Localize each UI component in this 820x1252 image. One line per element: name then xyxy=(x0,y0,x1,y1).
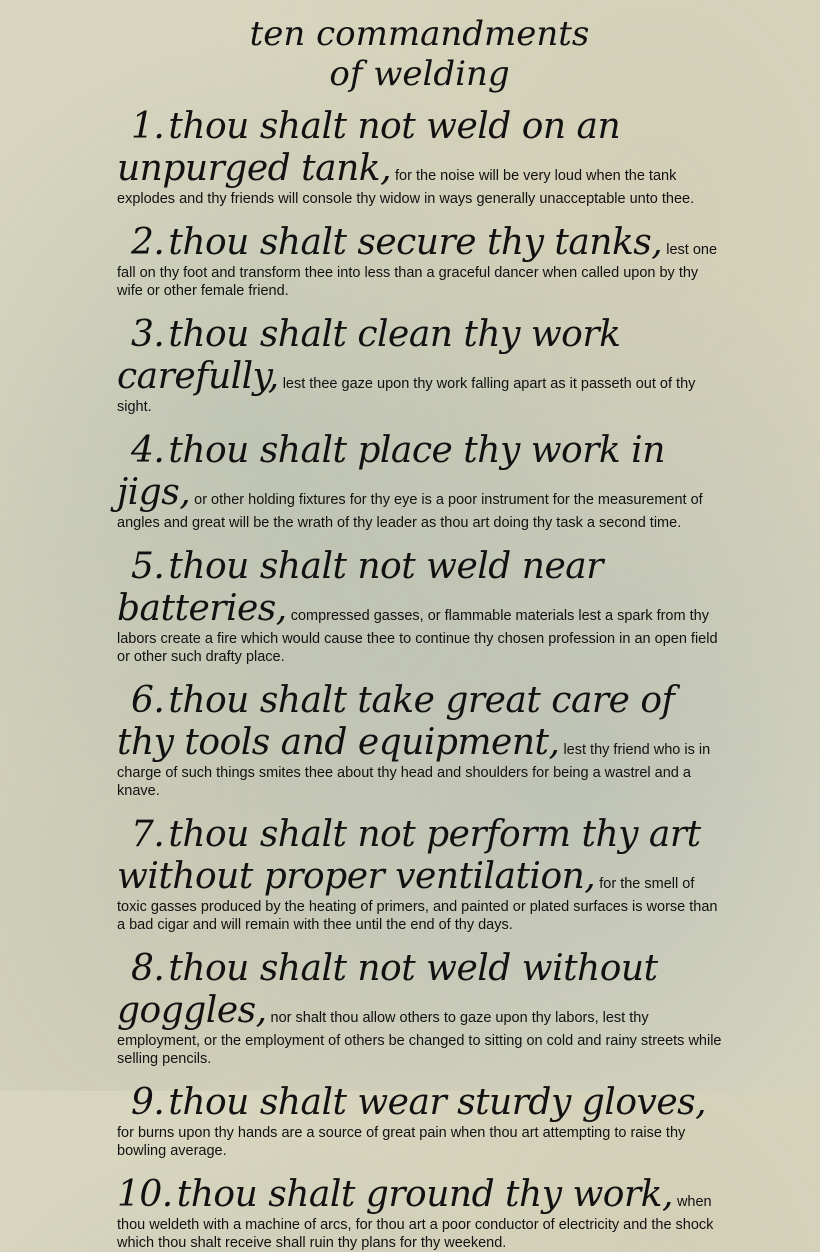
commandment-list xyxy=(117,106,722,1252)
commandment-heading: thou shalt not weld near batteries, xyxy=(117,546,603,629)
commandment-number: 2. xyxy=(131,222,165,263)
commandment-text: lest thee gaze upon thy work falling apart as it passeth out of thy sight. xyxy=(117,376,696,415)
commandment-heading: thou shalt not weld without goggles, xyxy=(117,948,658,1031)
commandment-number: 5. xyxy=(131,546,165,587)
commandment-6 xyxy=(117,680,722,800)
commandment-7 xyxy=(117,814,722,934)
commandment-text: lest one fall on thy foot and transform thee into less than a graceful dancer when called upon by thy wife or other female friend. xyxy=(117,242,718,299)
commandment-heading: thou shalt secure thy tanks, xyxy=(168,222,663,263)
commandment-text: when thou weldeth with a machine of arcs, for thou art a poor conductor of electricity and the shock which thou shalt receive shall ruin thy plans for thy weekend. xyxy=(117,1194,714,1251)
commandment-number: 3. xyxy=(131,314,165,355)
commandment-heading: thou shalt wear sturdy gloves, xyxy=(168,1082,707,1123)
title-line-1: ten commandments xyxy=(249,14,590,54)
commandment-number: 10. xyxy=(117,1174,173,1215)
commandment-number: 6. xyxy=(131,680,165,721)
commandment-heading: thou shalt ground thy work, xyxy=(176,1174,673,1215)
commandment-text: or other holding fixtures for thy eye is a poor instrument for the measurement of angles and great will be the wrath of thy leader as thou art doing thy task a second time. xyxy=(117,492,703,531)
commandment-4 xyxy=(117,430,722,532)
commandment-heading: thou shalt take great care of thy tools and equipment, xyxy=(117,680,675,763)
commandment-number: 4. xyxy=(131,430,165,471)
commandment-text: compressed gasses, or flammable materials lest a spark from thy labors create a fire which would cause thee to continue thy chosen profession in an open field or other such drafty place. xyxy=(117,608,718,665)
commandment-number: 8. xyxy=(131,948,165,989)
commandment-8 xyxy=(117,948,722,1068)
commandment-text: for the noise will be very loud when the tank explodes and thy friends will console thy widow in ways generally unacceptable unto thee. xyxy=(117,168,695,207)
commandment-heading: thou shalt clean thy work carefully, xyxy=(117,314,621,397)
commandment-text: lest thy friend who is in charge of such things smites thee about thy head and shoulders for being a wastrel and a knave. xyxy=(117,742,711,799)
commandment-heading: thou shalt place thy work in jigs, xyxy=(117,430,665,513)
commandment-text: nor shalt thou allow others to gaze upon thy labors, lest thy employment, or the employment of others be changed to sitting on cold and rainy streets while selling pencils. xyxy=(117,1010,722,1067)
page-title xyxy=(117,14,722,94)
title-line-2: of welding xyxy=(329,54,510,94)
commandment-1 xyxy=(117,106,722,208)
commandment-text: for burns upon thy hands are a source of great pain when thou art attempting to raise thy bowling average. xyxy=(117,1125,686,1159)
commandment-10 xyxy=(117,1174,722,1252)
commandment-heading: thou shalt not perform thy art without proper ventilation, xyxy=(117,814,701,897)
commandment-number: 7. xyxy=(131,814,165,855)
commandment-2 xyxy=(117,222,722,300)
commandment-5 xyxy=(117,546,722,666)
commandment-number: 1. xyxy=(131,106,165,147)
commandment-3 xyxy=(117,314,722,416)
commandment-9 xyxy=(117,1082,722,1160)
commandment-number: 9. xyxy=(131,1082,165,1123)
commandment-heading: thou shalt not weld on an unpurged tank, xyxy=(117,106,621,189)
commandment-text: for the smell of toxic gasses produced by the heating of primers, and painted or plated surfaces is worse than a bad cigar and will remain with thee until the end of thy days. xyxy=(117,876,718,933)
